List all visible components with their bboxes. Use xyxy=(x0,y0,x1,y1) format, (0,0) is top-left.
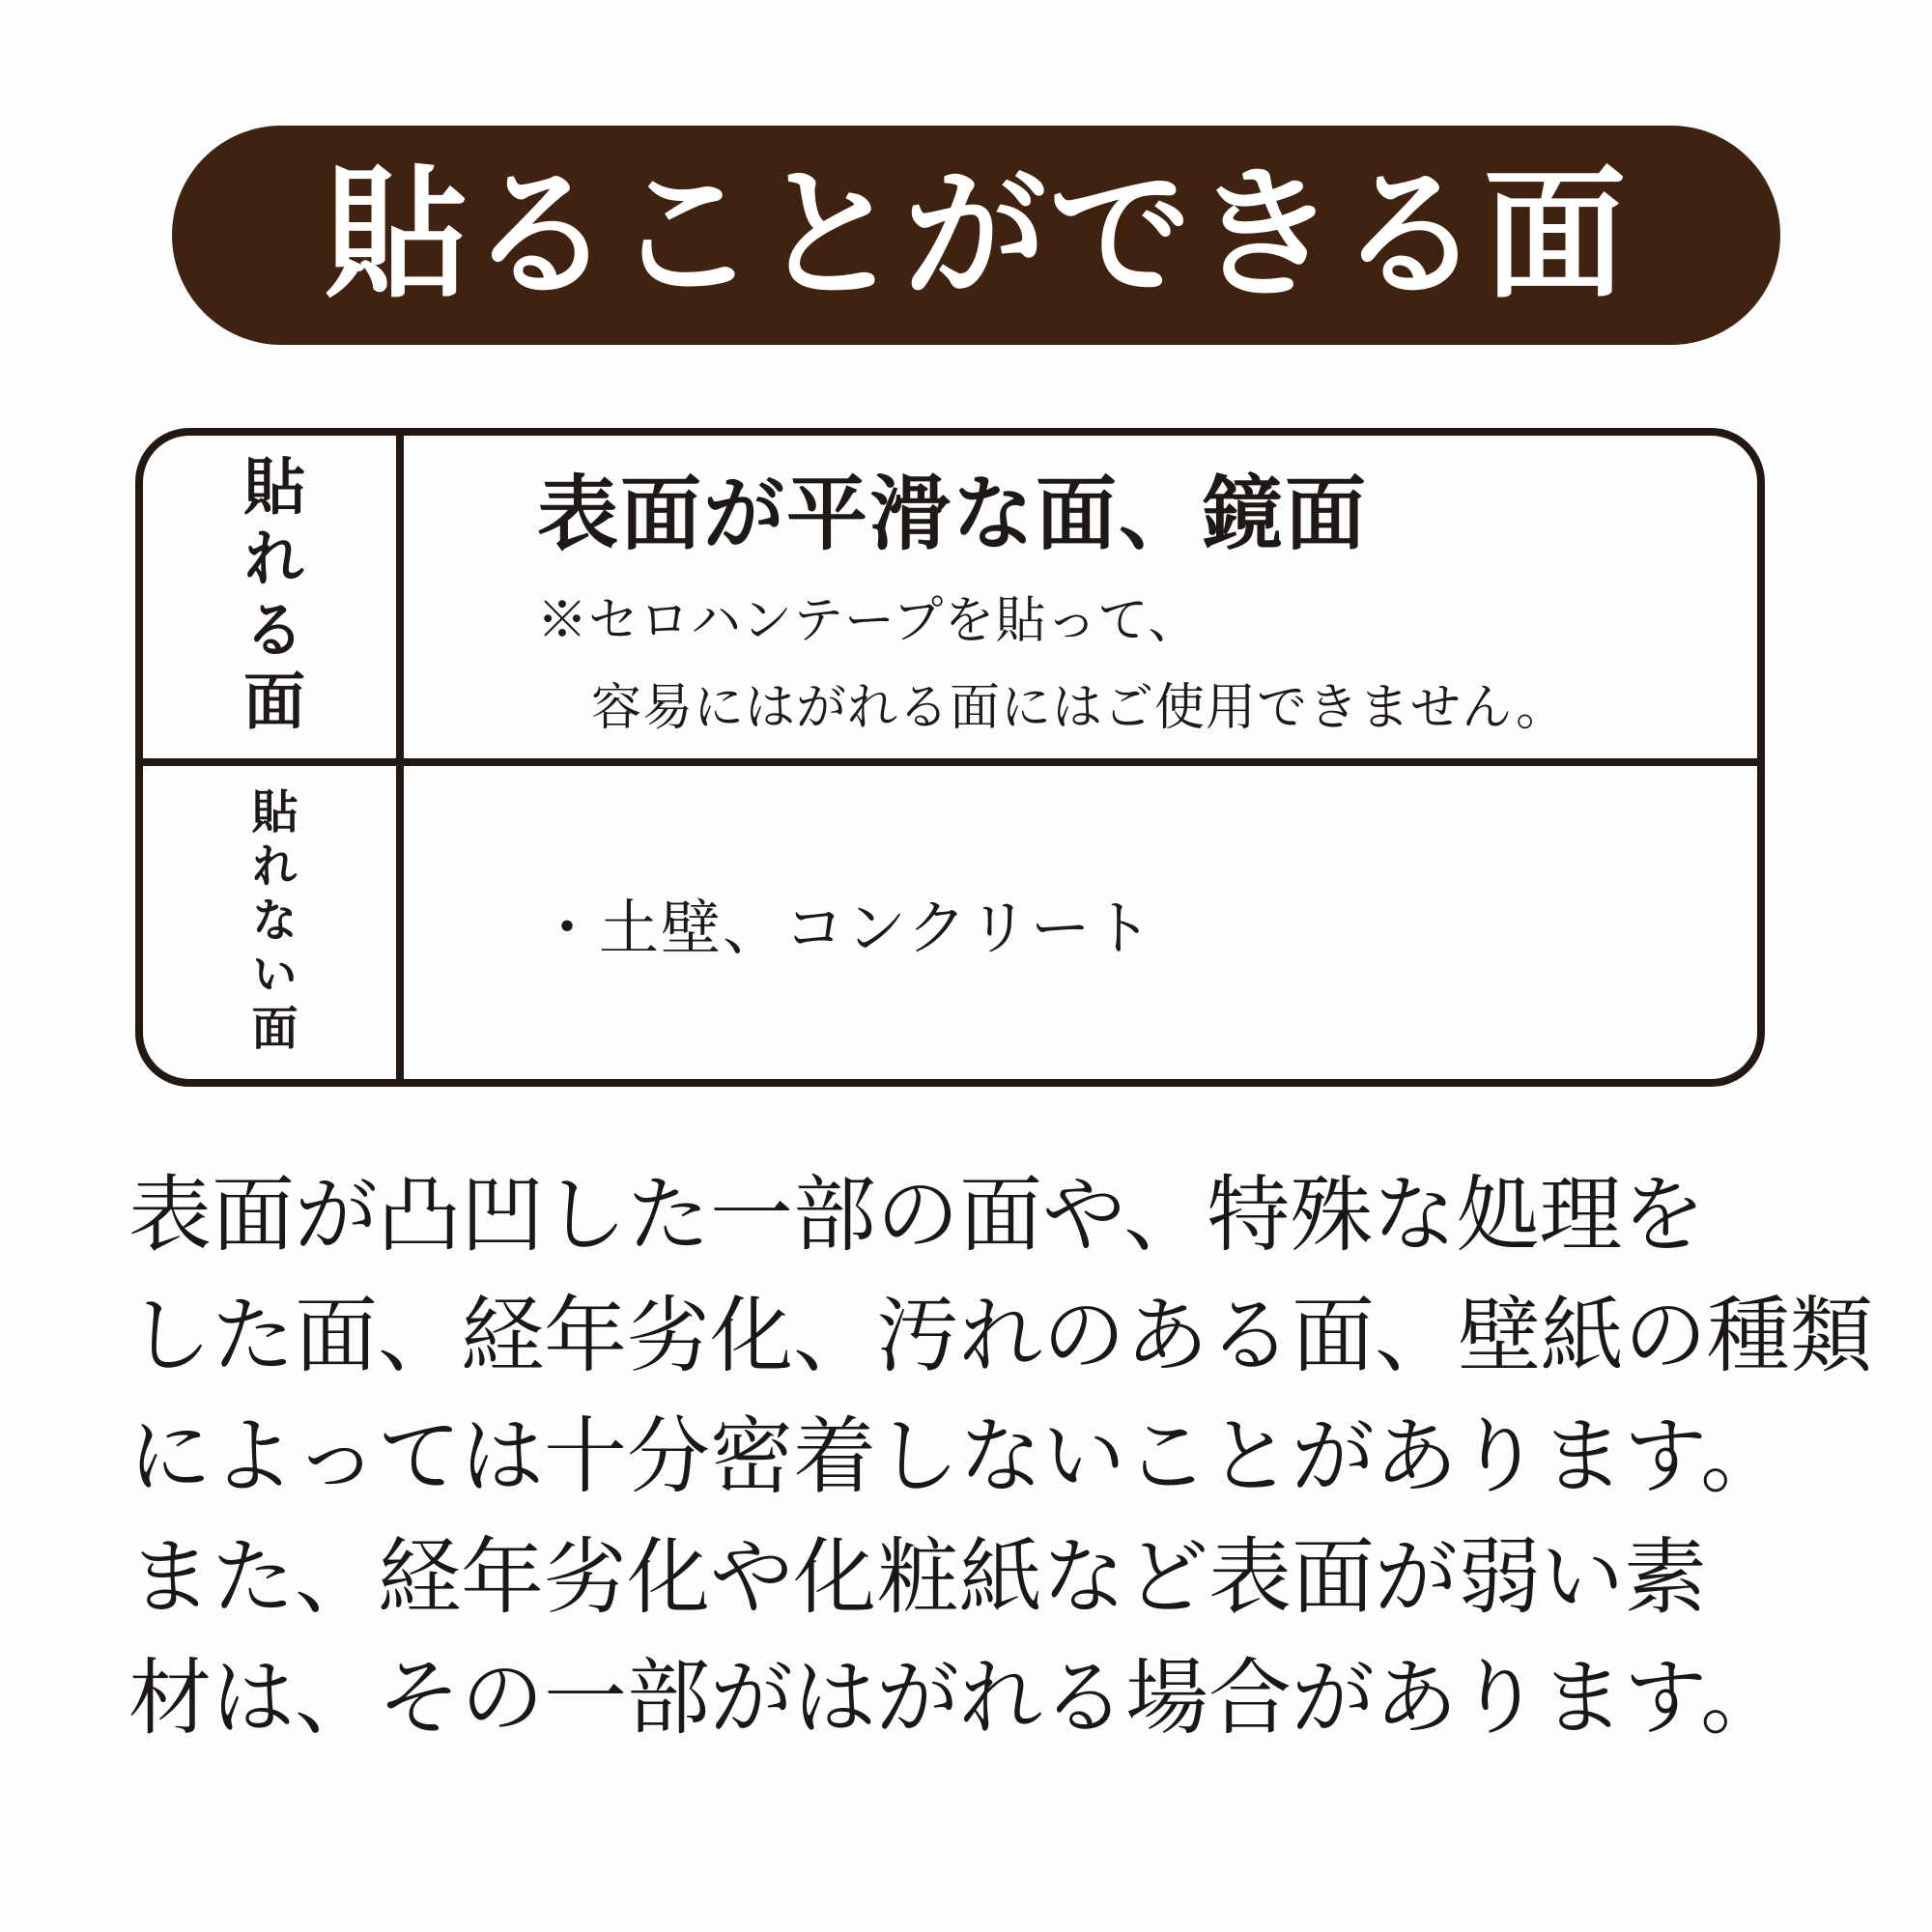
paragraph-line: また、経年劣化や化粧紙など表面が弱い素 xyxy=(128,1531,1707,1624)
paragraph-line: 材は、その一部がはがれる場合があります。 xyxy=(128,1652,1784,1745)
table-row-label-cell-non-adherable xyxy=(143,766,404,1079)
surface-compatibility-table xyxy=(135,428,1765,1087)
section-title: 貼ることができる面 xyxy=(324,155,1629,315)
table-row-label-cell-adherable xyxy=(143,436,404,766)
section-title-banner xyxy=(172,126,1780,345)
paragraph-line: した面、経年劣化、汚れのある面、壁紙の種類 xyxy=(128,1290,1873,1382)
paragraph-line: によっては十分密着しないことがあります。 xyxy=(128,1410,1784,1503)
table-row-content-non-adherable xyxy=(404,766,1757,1079)
row-label-non-adherable-surfaces: 貼れない面 xyxy=(244,787,296,1058)
caution-paragraph xyxy=(128,1155,1873,1759)
paragraph-line: 表面が凸凹した一部の面や、特殊な処理を xyxy=(128,1169,1706,1262)
note-line: 容易にはがれる面にはご使用できません。 xyxy=(591,680,1568,737)
non-adherable-surfaces-item: ・土壁、コンクリート xyxy=(537,895,1154,962)
note-line: ※セロハンテープを貼って、 xyxy=(537,593,1200,650)
table-row-content-adherable xyxy=(404,436,1757,766)
row-label-adherable-surfaces: 貼れる面 xyxy=(235,454,304,740)
adherable-surfaces-note xyxy=(537,578,1719,752)
adherable-surfaces-heading: 表面が平滑な面、鏡面 xyxy=(537,469,1369,559)
